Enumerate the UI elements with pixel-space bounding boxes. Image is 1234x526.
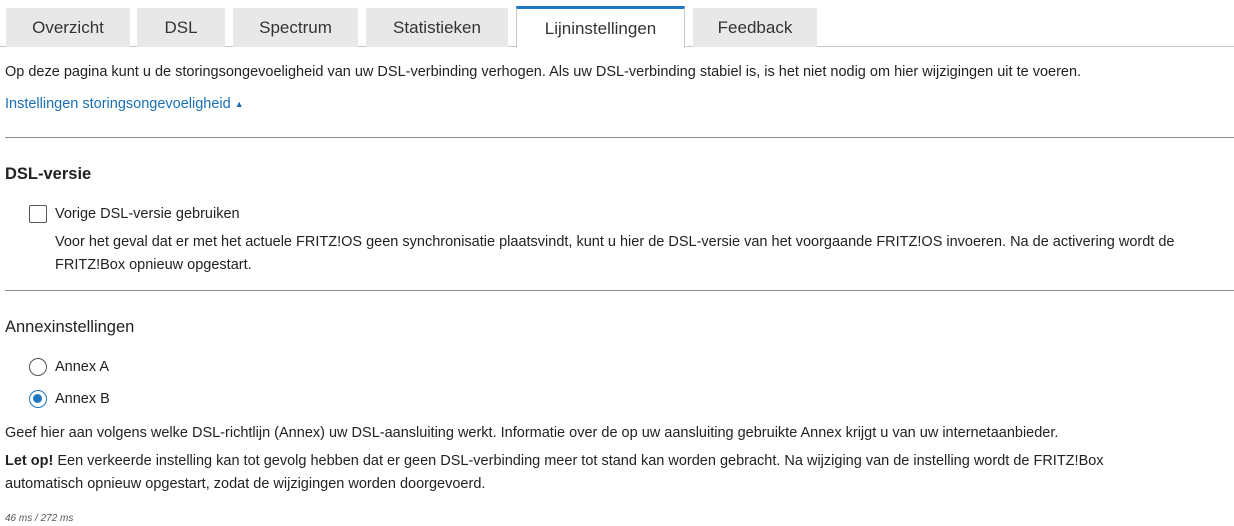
tab-feedback[interactable]: Feedback [693, 8, 817, 47]
intro-text: Op deze pagina kunt u de storingsongevoeligheid van uw DSL-verbinding verhogen. Als uw DSL-verbinding stabiel is, is het niet nodig om hier wijzigingen uit te voeren. [5, 64, 1082, 80]
annex-a-label[interactable]: Annex A [55, 359, 110, 375]
annex-warning-line2: automatisch opnieuw opgestart, zodat de wijzigingen worden doorgevoerd. [5, 476, 486, 492]
caret-up-icon: ▲ [234, 99, 244, 109]
tab-overzicht[interactable]: Overzicht [6, 8, 130, 47]
previous-dsl-version-checkbox[interactable] [29, 205, 47, 223]
annex-b-radio[interactable] [29, 390, 47, 408]
settings-toggle-label: Instellingen storingsongevoeligheid [5, 96, 231, 112]
tab-bar [0, 0, 1234, 47]
warning-text: Een verkeerde instelling kan tot gevolg hebben dat er geen DSL-verbinding meer tot stand kan worden gebracht. Na wijziging van de instelling wordt de FRITZ!Box [53, 453, 1104, 469]
divider [5, 290, 1234, 291]
tab-dsl[interactable]: DSL [137, 8, 225, 47]
annex-heading: Annexinstellingen [5, 318, 135, 336]
dsl-version-heading: DSL-versie [5, 165, 92, 183]
tab-spectrum[interactable]: Spectrum [233, 8, 358, 47]
annex-info-text: Geef hier aan volgens welke DSL-richtlijn (Annex) uw DSL-aansluiting werkt. Informatie over de op uw aansluiting gebruikte Annex krijgt u van uw internetaanbieder. [5, 425, 1059, 441]
settings-toggle-link[interactable] [5, 96, 244, 112]
timing-text: 46 ms / 272 ms [5, 513, 74, 524]
dsl-version-description-line2: FRITZ!Box opnieuw opgestart. [55, 257, 252, 273]
divider [5, 137, 1234, 138]
previous-dsl-version-label[interactable]: Vorige DSL-versie gebruiken [55, 206, 240, 222]
annex-warning-line1 [5, 450, 1104, 473]
tab-statistieken[interactable]: Statistieken [366, 8, 508, 47]
annex-b-label[interactable]: Annex B [55, 391, 110, 407]
dsl-version-description-line1: Voor het geval dat er met het actuele FRITZ!OS geen synchronisatie plaatsvindt, kunt u hier de DSL-versie van het voorgaande FRITZ!OS invoeren. Na de activering wordt de [55, 234, 1175, 250]
warning-prefix: Let op! [5, 453, 54, 469]
annex-a-radio[interactable] [29, 358, 47, 376]
tab-lijninstellingen[interactable]: Lijninstellingen [516, 6, 685, 48]
